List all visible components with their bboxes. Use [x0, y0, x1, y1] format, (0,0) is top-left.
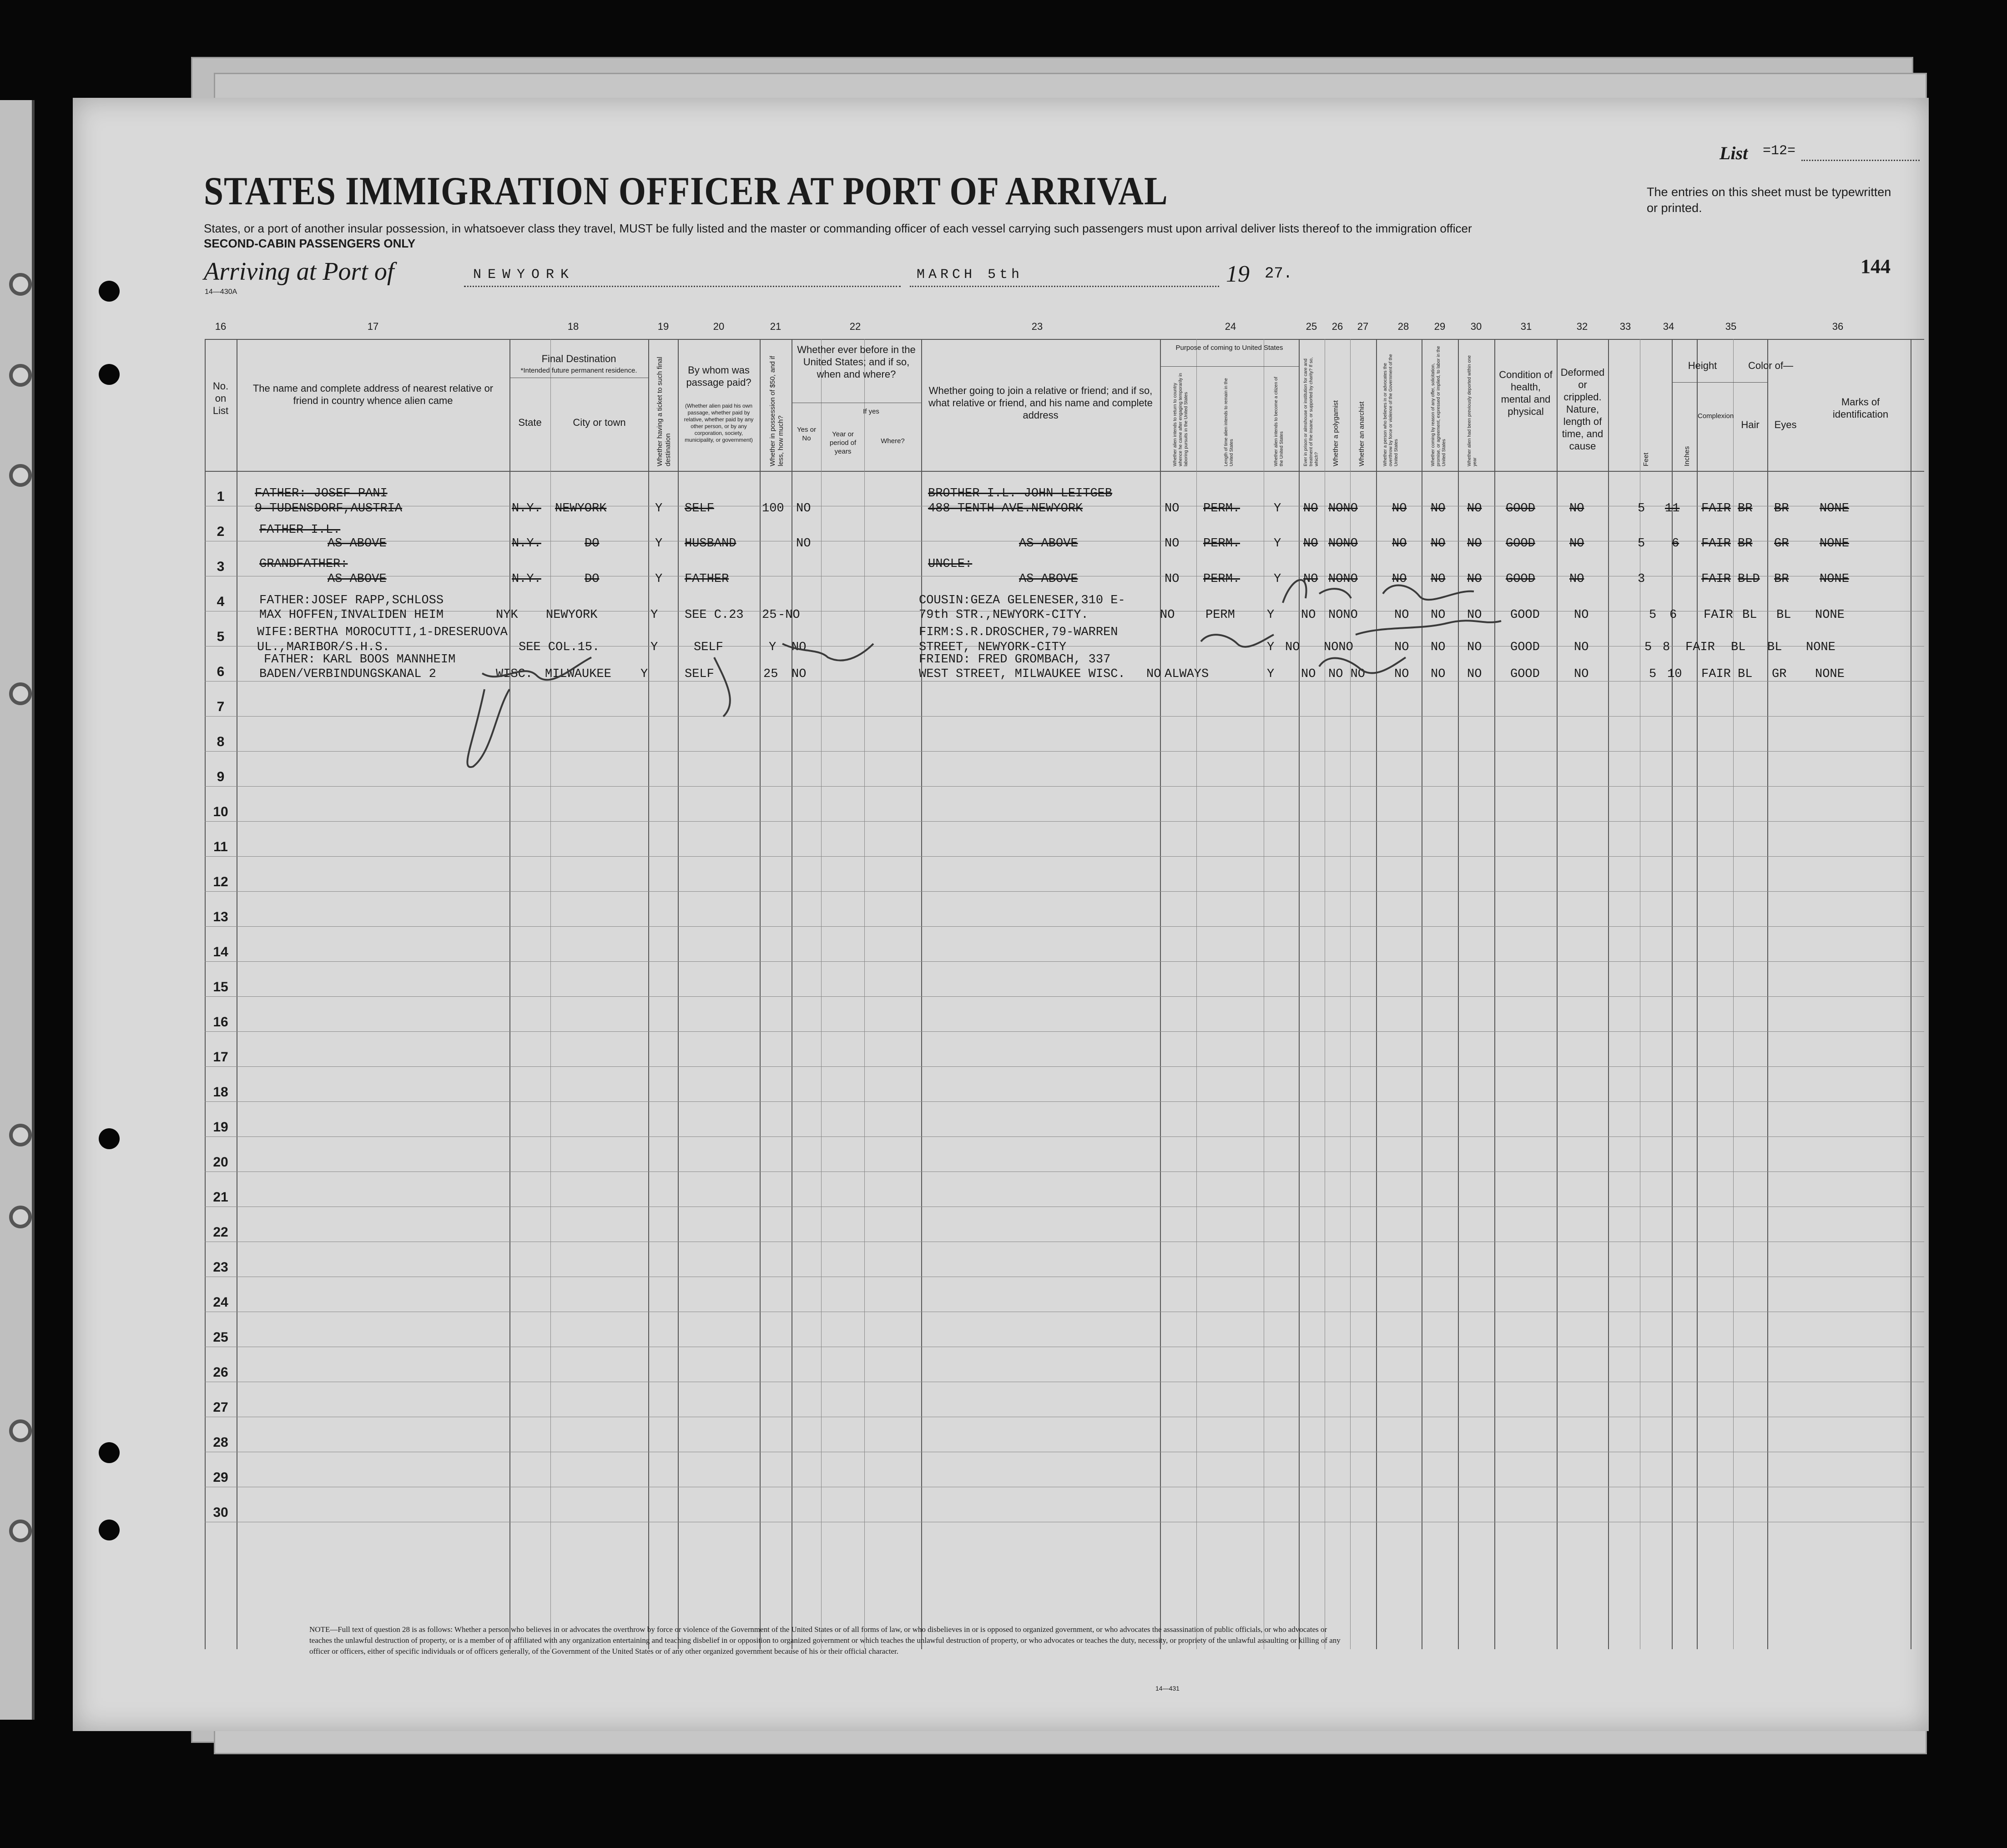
row3-eyes: BR [1774, 572, 1789, 586]
row4-money: 25 [762, 608, 777, 622]
row-number: 29 [213, 1470, 228, 1485]
row4-eyes: BL [1776, 608, 1791, 622]
row4-complexion: FAIR [1704, 608, 1733, 622]
row3-join-line2: AS ABOVE [1019, 572, 1078, 586]
row1-join-line2: 488 TENTH AVE.NEWYORK [928, 502, 1083, 515]
row4-purpose-c: Y [1267, 608, 1275, 622]
row5-join-line2: STREET, NEWYORK-CITY [919, 641, 1067, 654]
row4-before: -NO [778, 608, 800, 622]
header-col26: Whether a polygamist [1332, 400, 1340, 466]
header-marks: Marks of identification [1832, 396, 1889, 420]
row-number: 26 [213, 1365, 228, 1380]
row3-col29: NO [1431, 572, 1446, 586]
row4-health: GOOD [1510, 608, 1540, 622]
row3-purpose-a: NO [1165, 572, 1180, 586]
header-city: City or town [573, 417, 626, 428]
row3-col28: NO [1392, 572, 1407, 586]
row1-deformed: NO [1569, 502, 1584, 515]
row1-col29: NO [1431, 502, 1446, 515]
row6-col29: NO [1431, 667, 1446, 681]
header-deformed: Deformed or crippled. Nature, length of time, and cause [1560, 367, 1605, 452]
header-passage-paid: By whom was passage paid? [686, 364, 751, 388]
row5-inches: 8 [1663, 641, 1670, 654]
row2-complexion: FAIR [1701, 537, 1731, 550]
row4-col30: NO [1467, 608, 1482, 622]
header-eyes: Eyes [1774, 419, 1797, 430]
row6-deformed: NO [1574, 667, 1589, 681]
binder-hole [9, 1206, 32, 1228]
row1-inches: 11 [1665, 502, 1680, 515]
row2-col25: NO [1303, 537, 1318, 550]
row-number: 6 [217, 664, 225, 679]
row3-purpose-c: Y [1274, 572, 1281, 586]
row5-eyes: BL [1767, 641, 1782, 654]
column-number: 36 [1832, 321, 1844, 332]
arriving-label: Arriving at Port of [204, 258, 394, 286]
row6-feet: 5 [1649, 667, 1657, 681]
row5-join-line1: FIRM:S.R.DROSCHER,79-WARREN [919, 626, 1118, 639]
row6-state: WISC. [496, 667, 533, 681]
row2-state: N.Y. [512, 537, 541, 550]
row6-relative-line2: BADEN/VERBINDUNGSKANAL 2 [259, 667, 436, 681]
header-inches: Inches [1683, 446, 1691, 466]
row5-money: Y [769, 641, 777, 654]
row5-purpose-c: Y [1267, 641, 1275, 654]
row3-state: N.Y. [512, 572, 541, 586]
port-value: NEWYORK [473, 267, 575, 283]
row2-deformed: NO [1569, 537, 1584, 550]
subtitle-text: States, or a port of another insular possession, in whatsoever class they travel, MUST be fully listed and the master or commanding officer of each vessel carrying such passengers must upon arrival deliver lists thereof to the immigration officer [204, 222, 1472, 235]
row-number: 17 [213, 1050, 228, 1065]
row2-before: NO [796, 537, 811, 550]
subtitle-class: SECOND-CABIN PASSENGERS ONLY [204, 237, 416, 250]
row4-paid: SEE C.23 [685, 608, 744, 622]
manifest-sheet [73, 98, 1929, 1731]
row5-complexion: FAIR [1685, 641, 1715, 654]
row2-col30: NO [1467, 537, 1482, 550]
row2-inches: 6 [1672, 537, 1679, 550]
binder-hole [9, 364, 32, 387]
row2-relative-line1: FATHER I.L. [259, 523, 341, 537]
row3-feet: 3 [1638, 572, 1645, 586]
row3-city: DO [585, 572, 600, 586]
row6-eyes: GR [1772, 667, 1787, 681]
row5-marks: NONE [1806, 641, 1836, 654]
column-number: 16 [215, 321, 227, 332]
row6-join-line2: WEST STREET, MILWAUKEE WISC. [919, 667, 1125, 681]
header-col29: Whether coming by reason of any offer, solicitation, promise, or agreement, expressed or implied, to labor in the United States [1431, 346, 1447, 466]
row2-city: DO [585, 537, 600, 550]
header-relative: The name and complete address of nearest relative or friend in country whence alien came [252, 383, 494, 406]
header-col25: Ever in prison or almshouse or institution for care and treatment of the insane, or supported by charity? If so, which? [1303, 357, 1319, 466]
column-number: 25 [1306, 321, 1317, 332]
row1-money: 100 [762, 502, 784, 515]
row-number: 1 [217, 489, 225, 504]
row2-relative-line2: AS ABOVE [328, 537, 387, 550]
row4-hair: BL [1742, 608, 1757, 622]
row-number: 19 [213, 1120, 228, 1135]
row4-inches: 6 [1669, 608, 1677, 622]
row-number: 8 [217, 734, 225, 749]
header-if-yes: If yes [863, 408, 879, 415]
row-number: 7 [217, 699, 225, 714]
page-number: 144 [1861, 255, 1891, 278]
row5-col29: NO [1431, 641, 1446, 654]
row1-marks: NONE [1820, 502, 1849, 515]
row4-col28: NO [1394, 608, 1409, 622]
row4-ticket: Y [651, 608, 658, 622]
row4-state: NYK [496, 608, 518, 622]
row6-paid: SELF [685, 667, 714, 681]
column-number: 30 [1470, 321, 1482, 332]
row1-col28: NO [1392, 502, 1407, 515]
row-number: 9 [217, 769, 225, 784]
header-state: State [518, 417, 542, 428]
page-title: STATES IMMIGRATION OFFICER AT PORT OF ARRIVAL [204, 169, 1168, 213]
row4-join-line1: COUSIN:GEZA GELENESER,310 E- [919, 594, 1125, 607]
row2-health: GOOD [1506, 537, 1535, 550]
row3-paid: FATHER [685, 572, 729, 586]
row-number: 13 [213, 909, 228, 924]
row5-before: NO [792, 641, 807, 654]
row3-purpose-b: PERM. [1203, 572, 1241, 586]
row1-health: GOOD [1506, 502, 1535, 515]
row6-col28: NO [1394, 667, 1409, 681]
row6-hair: BL [1738, 667, 1753, 681]
row5-deformed: NO [1574, 641, 1589, 654]
header-height: Height [1688, 360, 1717, 371]
row1-purpose-a: NO [1165, 502, 1180, 515]
row1-ticket: Y [655, 502, 663, 515]
date-value: MARCH 5th [917, 267, 1024, 283]
row-number: 14 [213, 944, 228, 959]
header-no-on-list: No. on List [212, 380, 229, 416]
typewritten-notice: The entries on this sheet must be typewritten or printed. [1647, 185, 1891, 215]
row5-col30: NO [1467, 641, 1482, 654]
row-number: 11 [213, 839, 228, 854]
row3-health: GOOD [1506, 572, 1535, 586]
row1-relative-line1: FATHER: JOSEF PANI [255, 487, 388, 500]
header-complexion: Complexion [1698, 412, 1734, 420]
row4-join-line2: 79th STR.,NEWYORK-CITY. [919, 608, 1089, 622]
header-destination-note: *Intended future permanent residence. [520, 367, 637, 374]
header-money: Whether in possession of $50, and if less, how much? [769, 356, 785, 466]
header-col27: Whether an anarchist [1358, 401, 1366, 466]
header-feet: Feet [1642, 452, 1650, 466]
row5-col26-27: NONO [1324, 641, 1353, 654]
row4-col25: NO [1301, 608, 1316, 622]
row3-complexion: FAIR [1701, 572, 1731, 586]
header-yes-no: Yes or No [797, 426, 816, 442]
row2-marks: NONE [1820, 537, 1849, 550]
row2-eyes: GR [1774, 537, 1789, 550]
row3-col25: NO [1303, 572, 1318, 586]
row2-purpose-c: Y [1274, 537, 1281, 550]
header-final-destination: Final Destination [541, 353, 616, 364]
row6-join-line1: FRIEND: FRED GROMBACH, 337 [919, 653, 1111, 666]
row4-purpose-a: NO [1160, 608, 1175, 622]
column-number: 19 [657, 321, 669, 332]
row5-paid: SELF [694, 641, 723, 654]
binder-hole [9, 1419, 32, 1442]
row1-relative-line2: 9 TUDENSDORF,AUSTRIA [255, 502, 403, 515]
column-number: 32 [1576, 321, 1588, 332]
form-code: 14—430A [205, 288, 237, 296]
row1-join-line1: BROTHER I.L. JOHN LEITGEB [928, 487, 1113, 500]
row-number: 30 [213, 1505, 228, 1520]
column-number: 28 [1397, 321, 1409, 332]
row6-money: 25 [763, 667, 778, 681]
row6-purpose-c: Y [1267, 667, 1275, 681]
row4-deformed: NO [1574, 608, 1589, 622]
header-hair: Hair [1741, 419, 1760, 430]
header-joining: Whether going to join a relative or friend; and if so, what relative or friend, and his name and complete address [928, 385, 1153, 421]
row-number: 21 [213, 1190, 228, 1205]
row6-ticket: Y [640, 667, 648, 681]
row2-hair: BR [1738, 537, 1753, 550]
row6-col30: NO [1467, 667, 1482, 681]
binder-hole [9, 273, 32, 296]
row6-before: NO [792, 667, 807, 681]
column-number: 18 [567, 321, 579, 332]
row-number: 16 [213, 1015, 228, 1030]
column-number: 27 [1357, 321, 1369, 332]
row4-relative-line1: FATHER:JOSEF RAPP,SCHLOSS [259, 594, 444, 607]
row6-health: GOOD [1510, 667, 1540, 681]
row1-col30: NO [1467, 502, 1482, 515]
binder-hole [9, 1124, 32, 1146]
row3-col30: NO [1467, 572, 1482, 586]
row4-relative-line2: MAX HOFFEN,INVALIDEN HEIM [259, 608, 444, 622]
row5-hair: BL [1731, 641, 1746, 654]
header-ticket: Whether having a ticket to such final destination [656, 357, 672, 466]
row5-city: SEE COL.15. [519, 641, 600, 654]
row-number: 23 [213, 1260, 228, 1275]
header-col28: Whether a person who believes in or advocates the overthrow by force or violence of the Government of the United States [1383, 354, 1399, 466]
list-number: =12= [1763, 143, 1796, 159]
row-number: 3 [217, 559, 225, 574]
row2-col28: NO [1392, 537, 1407, 550]
row2-purpose-a: NO [1165, 537, 1180, 550]
row-number: 20 [213, 1155, 228, 1170]
column-number: 26 [1331, 321, 1343, 332]
row2-paid: HUSBAND [685, 537, 736, 550]
row3-col26-27: NONO [1328, 572, 1358, 586]
row3-relative-line2: AS ABOVE [328, 572, 387, 586]
row6-purpose-b: ALWAYS [1165, 667, 1209, 681]
row4-col29: NO [1431, 608, 1446, 622]
row-number: 18 [213, 1085, 228, 1100]
row3-marks: NONE [1820, 572, 1849, 586]
row2-join-line2: AS ABOVE [1019, 537, 1078, 550]
column-number: 33 [1619, 321, 1631, 332]
row6-relative-line1: FATHER: KARL BOOS MANNHEIM [264, 653, 456, 666]
column-number: 22 [849, 321, 861, 332]
year-prefix: 19 [1226, 261, 1250, 287]
column-number: 23 [1031, 321, 1043, 332]
row-number: 28 [213, 1435, 228, 1450]
row6-marks: NONE [1815, 667, 1845, 681]
row2-feet: 5 [1638, 537, 1645, 550]
column-number: 20 [713, 321, 725, 332]
handwritten-annotations [73, 98, 1929, 1731]
row1-city: NEWYORK [555, 502, 607, 515]
row1-state: N.Y. [512, 502, 541, 515]
row-number: 15 [213, 980, 228, 995]
row5-col25: NO [1285, 641, 1300, 654]
row1-purpose-c: Y [1274, 502, 1281, 515]
row6-city: MILWAUKEE [545, 667, 611, 681]
row4-city: NEWYORK [546, 608, 598, 622]
binder-hole [9, 1520, 32, 1542]
row2-col29: NO [1431, 537, 1446, 550]
footnote-question-28: NOTE—Full text of question 28 is as follows: Whether a person who believes in or advocates the overthrow by force or violence of the Government of the United States or of all forms of law, or who disbelieves in or is opposed to organized government, or who advocates the assassination of public officials, or who advocates or teaches the unlawful destruction of property, or is a member of or affiliated with any organization entertaining and teaching disbelief in or opposition to organized government or which teaches the unlawful destruction of property, or who advocates or teaches the duty, necessity, or propriety of the unlawful assaulting or killing of any officer or officers, either of specific individuals or of officers generally, of the Government of the United States or of any other organized government because of his or their official character. [309, 1625, 1341, 1656]
row-number: 22 [213, 1225, 228, 1240]
row1-purpose-b: PERM. [1203, 502, 1241, 515]
row-number: 25 [213, 1330, 228, 1345]
row6-complexion: FAIR [1701, 667, 1731, 681]
row3-ticket: Y [655, 572, 663, 586]
header-where: Where? [881, 437, 905, 445]
column-number: 29 [1434, 321, 1446, 332]
row3-deformed: NO [1569, 572, 1584, 586]
row1-feet: 5 [1638, 502, 1645, 515]
header-purpose-a: Whether alien intends to return to country whence he came after engaging temporarily in laboring pursuits in the United States [1173, 373, 1189, 466]
header-color-of: Color of— [1748, 360, 1794, 371]
row4-col26-27: NONO [1328, 608, 1358, 622]
binder-hole [9, 464, 32, 487]
header-purpose: Purpose of coming to United States [1175, 344, 1283, 352]
row-number: 27 [213, 1400, 228, 1415]
column-number: 34 [1663, 321, 1674, 332]
row-number: 10 [213, 804, 228, 819]
row6-purpose-a: NO [1146, 667, 1161, 681]
row3-hair: BLD [1738, 572, 1760, 586]
list-label: List [1720, 143, 1748, 163]
header-health: Condition of health, mental and physical [1499, 369, 1553, 417]
header-col30: Whether alien had been previously deported within one year [1467, 355, 1478, 466]
footnote-form-code: 14—431 [1155, 1685, 1180, 1692]
header-purpose-c: Whether alien intends to become a citizen of the United States [1274, 377, 1284, 466]
row1-col26-27: NONO [1328, 502, 1358, 515]
row1-paid: SELF [685, 502, 714, 515]
row4-marks: NONE [1815, 608, 1845, 622]
row6-col26-27: NO NO [1328, 667, 1366, 681]
row-number: 12 [213, 874, 228, 889]
row5-relative-line2: UL.,MARIBOR/S.H.S. [257, 641, 390, 654]
row-number: 5 [217, 629, 225, 644]
column-number: 35 [1725, 321, 1737, 332]
left-adjacent-page [0, 100, 35, 1720]
column-number: 31 [1520, 321, 1532, 332]
row4-purpose-b: PERM [1205, 608, 1235, 622]
row6-inches: 10 [1667, 667, 1682, 681]
column-number: 24 [1225, 321, 1236, 332]
column-number: 21 [770, 321, 782, 332]
header-passage-note: (Whether alien paid his own passage, whether paid by relative, whether paid by any other person, or by any corporation, society, municipality, or government) [684, 403, 754, 443]
row1-col25: NO [1303, 502, 1318, 515]
row2-ticket: Y [655, 537, 663, 550]
row1-before: NO [796, 502, 811, 515]
row5-health: GOOD [1510, 641, 1540, 654]
year-value: 27. [1265, 265, 1293, 283]
row6-col25: NO [1301, 667, 1316, 681]
row5-feet: 5 [1644, 641, 1652, 654]
row2-purpose-b: PERM. [1203, 537, 1241, 550]
row1-eyes: BR [1774, 502, 1789, 515]
row5-ticket: Y [651, 641, 658, 654]
row1-hair: BR [1738, 502, 1753, 515]
row-number: 2 [217, 524, 225, 539]
row3-relative-line1: GRANDFATHER: [259, 557, 348, 571]
column-number: 17 [367, 321, 379, 332]
row5-col28: NO [1394, 641, 1409, 654]
row2-col26-27: NONO [1328, 537, 1358, 550]
header-before-us: Whether ever before in the United States; and if so, when and where? [797, 344, 916, 380]
row4-feet: 5 [1649, 608, 1657, 622]
row-number: 24 [213, 1295, 228, 1310]
header-purpose-b: Length of time alien intends to remain in the United States [1224, 378, 1234, 466]
row-number: 4 [217, 594, 225, 609]
row3-join-line1: UNCLE: [928, 557, 973, 571]
row1-complexion: FAIR [1701, 502, 1731, 515]
binder-hole [9, 682, 32, 705]
row5-relative-line1: WIFE:BERTHA MOROCUTTI,1-DRESERUOVA [257, 626, 508, 639]
header-year-period: Year or period of years [829, 430, 857, 455]
